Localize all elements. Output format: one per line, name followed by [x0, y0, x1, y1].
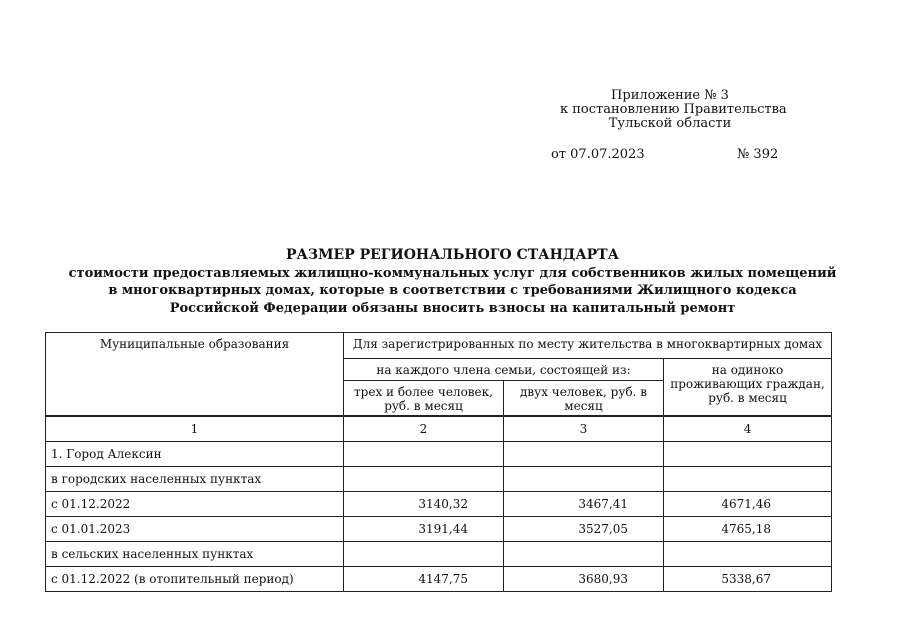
header-three-plus: трех и более человек, руб. в месяц — [344, 381, 504, 416]
value-single — [664, 441, 832, 466]
document-title — [0, 247, 905, 317]
title-line-4: Российской Федерации обязаны вносить взносы на капитальный ремонт — [169, 300, 736, 316]
title-line-3: в многоквартирных домах, которые в соответствии с требованиями Жилищного кодекса — [108, 283, 797, 298]
appendix-region: Тульской области — [608, 116, 732, 131]
value-three-plus — [344, 466, 504, 491]
row-label: с 01.01.2023 — [46, 516, 344, 541]
row-label: в сельских населенных пунктах — [46, 541, 344, 566]
column-number: 3 — [504, 416, 664, 442]
row-label: в городских населенных пунктах — [46, 466, 344, 491]
value-two — [504, 541, 664, 566]
table-row — [46, 566, 832, 591]
row-label: 1. Город Алексин — [46, 441, 344, 466]
value-two — [504, 466, 664, 491]
value-three-plus: 4147,75 — [344, 566, 504, 591]
value-three-plus — [344, 541, 504, 566]
appendix-reference: к постановлению Правительства — [560, 102, 787, 117]
value-three-plus — [344, 441, 504, 466]
table-row — [46, 516, 832, 541]
value-single: 4765,18 — [664, 516, 832, 541]
row-label: с 01.12.2022 — [46, 491, 344, 516]
order-date: от 07.07.2023 — [551, 147, 645, 162]
value-two: 3467,41 — [504, 491, 664, 516]
standard-table — [45, 332, 832, 592]
value-single — [664, 541, 832, 566]
appendix-block — [560, 88, 787, 131]
column-number: 2 — [344, 416, 504, 442]
value-three-plus: 3140,32 — [344, 491, 504, 516]
value-two: 3680,93 — [504, 566, 664, 591]
order-number: № 392 — [737, 147, 779, 162]
header-municipality: Муниципальные образования — [46, 333, 344, 416]
value-single: 4671,46 — [664, 491, 832, 516]
table-row — [46, 441, 832, 466]
value-three-plus: 3191,44 — [344, 516, 504, 541]
value-single — [664, 466, 832, 491]
header-subgroup: на каждого члена семьи, состоящей из: — [344, 359, 664, 381]
title-main: РАЗМЕР РЕГИОНАЛЬНОГО СТАНДАРТА — [286, 247, 619, 263]
header-group: Для зарегистрированных по месту жительства в многоквартирных домах — [344, 333, 832, 359]
column-number: 4 — [664, 416, 832, 442]
table-row — [46, 491, 832, 516]
value-single: 5338,67 — [664, 566, 832, 591]
title-line-2: стоимости предоставляемых жилищно-коммунальных услуг для собственников жилых помещений — [68, 265, 837, 281]
appendix-number: Приложение № 3 — [611, 88, 729, 103]
column-number: 1 — [46, 416, 344, 442]
table-row — [46, 541, 832, 566]
value-two — [504, 441, 664, 466]
header-single: на одиноко проживающих граждан, руб. в месяц — [664, 359, 832, 416]
header-two: двух человек, руб. в месяц — [504, 381, 664, 416]
table-row — [46, 466, 832, 491]
row-label: с 01.12.2022 (в отопительный период) — [46, 566, 344, 591]
value-two: 3527,05 — [504, 516, 664, 541]
